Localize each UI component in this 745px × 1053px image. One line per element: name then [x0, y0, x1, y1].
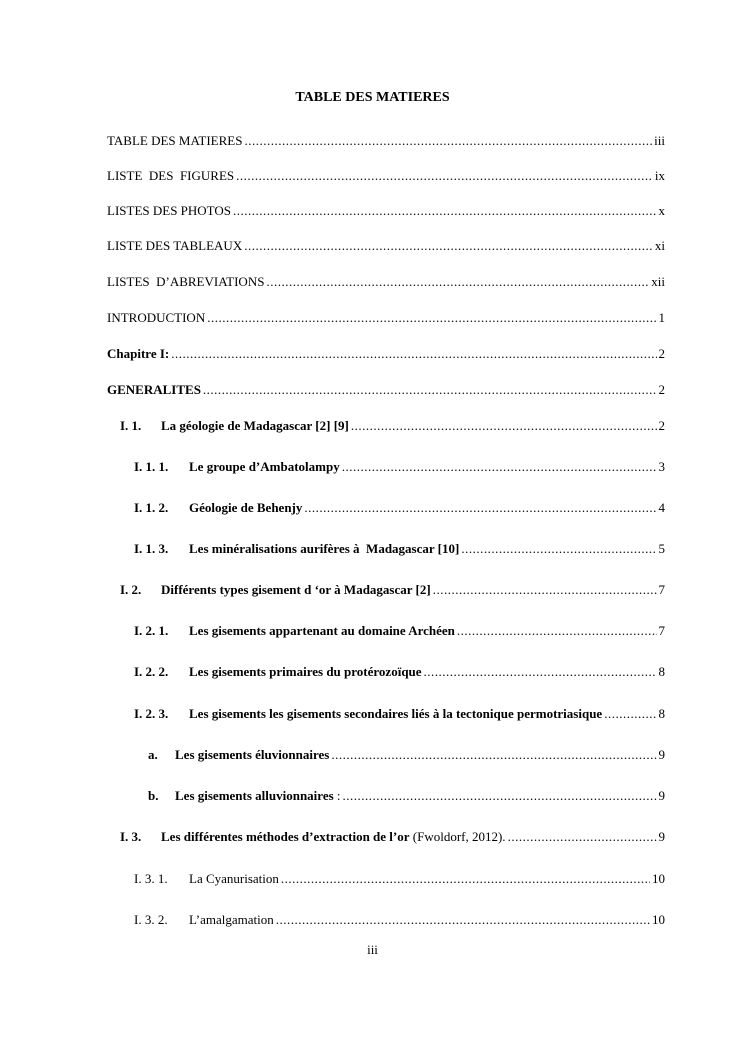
toc-entry-number: I. 1. 1. [134, 459, 169, 474]
toc-entry-label: LISTE DES FIGURES [107, 168, 235, 183]
toc-leader [433, 582, 657, 598]
toc-entry-page: 1 [658, 310, 665, 325]
toc-leader [244, 238, 653, 254]
toc-entry-liste-des-tableaux[interactable] [107, 238, 665, 254]
toc-entry-page: iii [654, 133, 665, 148]
toc-leader [236, 168, 653, 184]
toc-entry-table-des-matieres[interactable] [107, 133, 665, 149]
toc-entry-section-1-1[interactable] [120, 418, 665, 434]
toc-entry-label: Les gisements appartenant au domaine Archéen [189, 623, 455, 638]
toc-entry-page: 10 [652, 871, 665, 886]
toc-entry-label: Chapitre I: [107, 346, 170, 361]
toc-entry-page: x [658, 203, 665, 218]
toc-entry-label [175, 788, 341, 804]
toc-entry-section-1-1-1[interactable] [134, 459, 665, 475]
toc-entry-number: I. 2. 2. [134, 664, 169, 679]
toc-entry-label: LISTE DES TABLEAUX [107, 238, 243, 253]
toc-entry-page: 9 [658, 788, 665, 803]
toc-entry-page: 8 [658, 664, 665, 679]
toc-entry-section-1-2-2[interactable] [134, 664, 665, 680]
toc-entry-label: Géologie de Behenjy [189, 500, 303, 515]
toc-entry-number: a. [148, 747, 158, 762]
toc-entry-label: TABLE DES MATIERES [107, 133, 243, 148]
toc-leader [508, 829, 657, 845]
toc-entry-page: 2 [658, 418, 665, 433]
toc-leader [424, 664, 657, 680]
toc-entry-page: 7 [658, 582, 665, 597]
toc-leader [342, 459, 657, 475]
toc-entry-label: LISTES D’ABREVIATIONS [107, 274, 265, 289]
toc-entry-section-1-1-2[interactable] [134, 500, 665, 516]
toc-leader [244, 133, 652, 149]
toc-entry-number: I. 3. [120, 829, 142, 844]
toc-entry-label: Différents types gisement d ‘or à Madagascar [2] [161, 582, 431, 597]
toc-entry-section-1-2-3[interactable] [134, 706, 665, 722]
toc-entry-page: 2 [658, 382, 665, 397]
toc-entry-label: Les minéralisations aurifères à Madagascar [10] [189, 541, 460, 556]
toc-entry-introduction[interactable] [107, 310, 665, 326]
toc-entry-page: 10 [652, 912, 665, 927]
toc-entry-page: xi [654, 238, 665, 253]
toc-leader [233, 203, 656, 219]
toc-entry-number: I. 2. [120, 582, 142, 597]
toc-leader [207, 310, 656, 326]
toc-leader [461, 541, 656, 557]
toc-entry-number: I. 1. 2. [134, 500, 169, 515]
toc-entry-section-1-2-1[interactable] [134, 623, 665, 639]
toc-entry-page: 9 [658, 747, 665, 762]
toc-entry-page: 3 [658, 459, 665, 474]
toc-entry-label: GENERALITES [107, 382, 201, 397]
toc-entry-number: I. 1. [120, 418, 142, 433]
toc-entry-section-1-3-1[interactable] [134, 871, 665, 887]
toc-entry-number: I. 3. 1. [134, 871, 168, 886]
toc-entry-label-text: Les différentes méthodes d’extraction de l’or [161, 829, 410, 844]
toc-entry-number: I. 2. 3. [134, 706, 169, 721]
toc-entry-section-1-3[interactable] [120, 829, 665, 845]
toc-leader [266, 274, 649, 290]
toc-leader [203, 382, 657, 398]
toc-entry-page: 9 [658, 829, 665, 844]
toc-entry-section-1-3-2[interactable] [134, 912, 665, 928]
toc-entry-label: Les gisements primaires du protérozoïque [189, 664, 422, 679]
toc-entry-label: L’amalgamation [189, 912, 274, 927]
toc-entry-section-1-1-3[interactable] [134, 541, 665, 557]
toc-entry-listes-des-photos[interactable] [107, 203, 665, 219]
toc-leader [171, 346, 656, 362]
toc-entry-number: b. [148, 788, 159, 803]
toc-leader [331, 747, 656, 763]
toc-entry-label: Les gisements éluvionnaires [175, 747, 330, 762]
toc-entry-label-text: Les gisements alluvionnaires [175, 788, 334, 803]
toc-entry-section-a[interactable] [148, 747, 665, 763]
toc-leader [604, 706, 656, 722]
toc-entry-page: xii [651, 274, 665, 289]
toc-entry-generalites[interactable] [107, 382, 665, 398]
toc-entry-label: Le groupe d’Ambatolampy [189, 459, 340, 474]
toc-entry-page: 7 [658, 623, 665, 638]
toc-entry-page: ix [654, 168, 665, 183]
toc-entry-page: 5 [658, 541, 665, 556]
toc-title: TABLE DES MATIERES [295, 90, 450, 105]
toc-entry-listes-abreviations[interactable] [107, 274, 665, 290]
toc-entry-label: La géologie de Madagascar [2] [9] [161, 418, 349, 433]
toc-entry-page: 4 [658, 500, 665, 515]
toc-leader [343, 788, 657, 804]
toc-entry-label: INTRODUCTION [107, 310, 206, 325]
toc-entry-label: Les gisements les gisements secondaires liés à la tectonique permotriasique [189, 706, 603, 721]
toc-entry-chapitre-1[interactable] [107, 346, 665, 362]
toc-entry-label: LISTES DES PHOTOS [107, 203, 232, 218]
toc-leader [304, 500, 656, 516]
toc-entry-section-b[interactable] [148, 788, 665, 804]
toc-entry-liste-des-figures[interactable] [107, 168, 665, 184]
toc-entry-number: I. 3. 2. [134, 912, 168, 927]
page-number: iii [367, 942, 378, 957]
toc-leader [351, 418, 657, 434]
toc-entry-page: 2 [658, 346, 665, 361]
toc-entry-label: La Cyanurisation [189, 871, 279, 886]
toc-entry-label-suffix: (Fwoldorf, 2012). [409, 829, 506, 844]
toc-entry-number: I. 1. 3. [134, 541, 169, 556]
toc-entry-page: 8 [658, 706, 665, 721]
toc-entry-number: I. 2. 1. [134, 623, 169, 638]
toc-entry-section-1-2[interactable] [120, 582, 665, 598]
toc-entry-label-suffix: : [333, 788, 341, 803]
toc-leader [457, 623, 657, 639]
toc-leader [281, 871, 650, 887]
toc-leader [276, 912, 650, 928]
toc-entry-label [161, 829, 506, 845]
